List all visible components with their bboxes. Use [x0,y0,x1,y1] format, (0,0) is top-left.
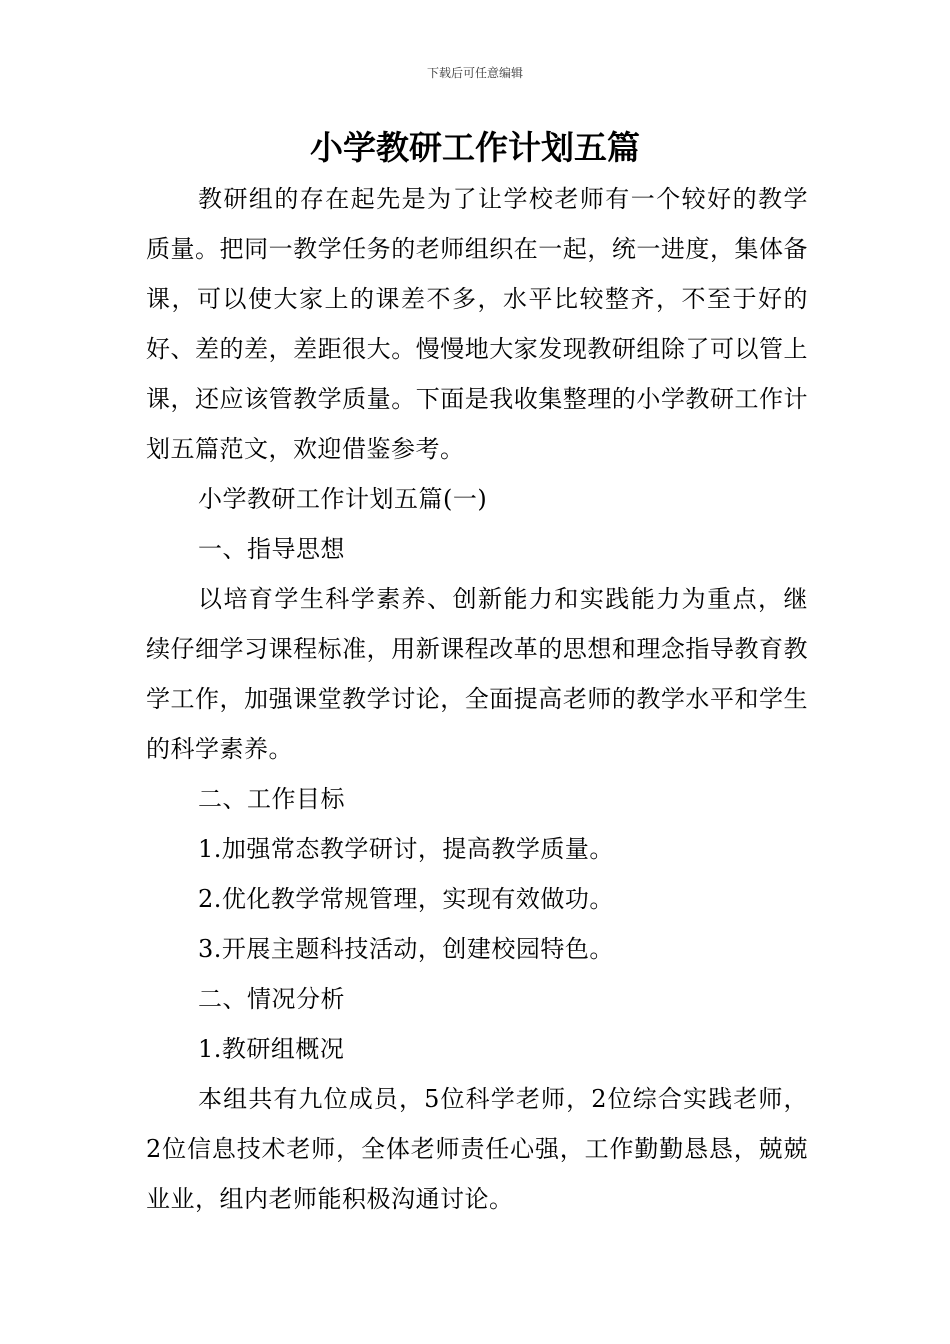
heading-guiding-ideology: 一、指导思想 [198,535,345,563]
section-heading-part-one: 小学教研工作计划五篇(一) [198,485,488,513]
guiding-ideology-paragraph: 以培育学生科学素养、创新能力和实践能力为重点，继续仔细学习课程标准，用新课程改革的思想和理念指导教育教学工作，加强课堂教学讨论，全面提高老师的教学水平和学生的科学素养。 [146,585,808,763]
document-body [146,174,808,1224]
intro-paragraph: 教研组的存在起先是为了让学校老师有一个较好的教学质量。把同一教学任务的老师组织在一起，统一进度，集体备课，可以使大家上的课差不多，水平比较整齐，不至于好的好、差的差，差距很大。慢慢地大家发现教研组除了可以管上课，还应该管教学质量。下面是我收集整理的小学教研工作计划五篇范文，欢迎借鉴参考。 [146,185,808,463]
goal-item-2: 2.优化教学常规管理，实现有效做功。 [198,885,614,913]
goal-item-3: 3.开展主题科技活动，创建校园特色。 [198,935,614,963]
header-note: 下载后可任意编辑 [426,66,523,80]
heading-work-goals: 二、工作目标 [198,785,345,813]
group-overview-paragraph: 本组共有九位成员，5位科学老师，2位综合实践老师，2位信息技术老师，全体老师责任心强，工作勤勤恳恳，兢兢业业，组内老师能积极沟通讨论。 [146,1085,808,1213]
goal-item-1: 1.加强常态教学研讨，提高教学质量。 [198,835,614,863]
document-title: 小学教研工作计划五篇 [310,128,640,167]
subheading-group-overview: 1.教研组概况 [198,1035,345,1063]
heading-situation-analysis: 二、情况分析 [198,985,345,1013]
